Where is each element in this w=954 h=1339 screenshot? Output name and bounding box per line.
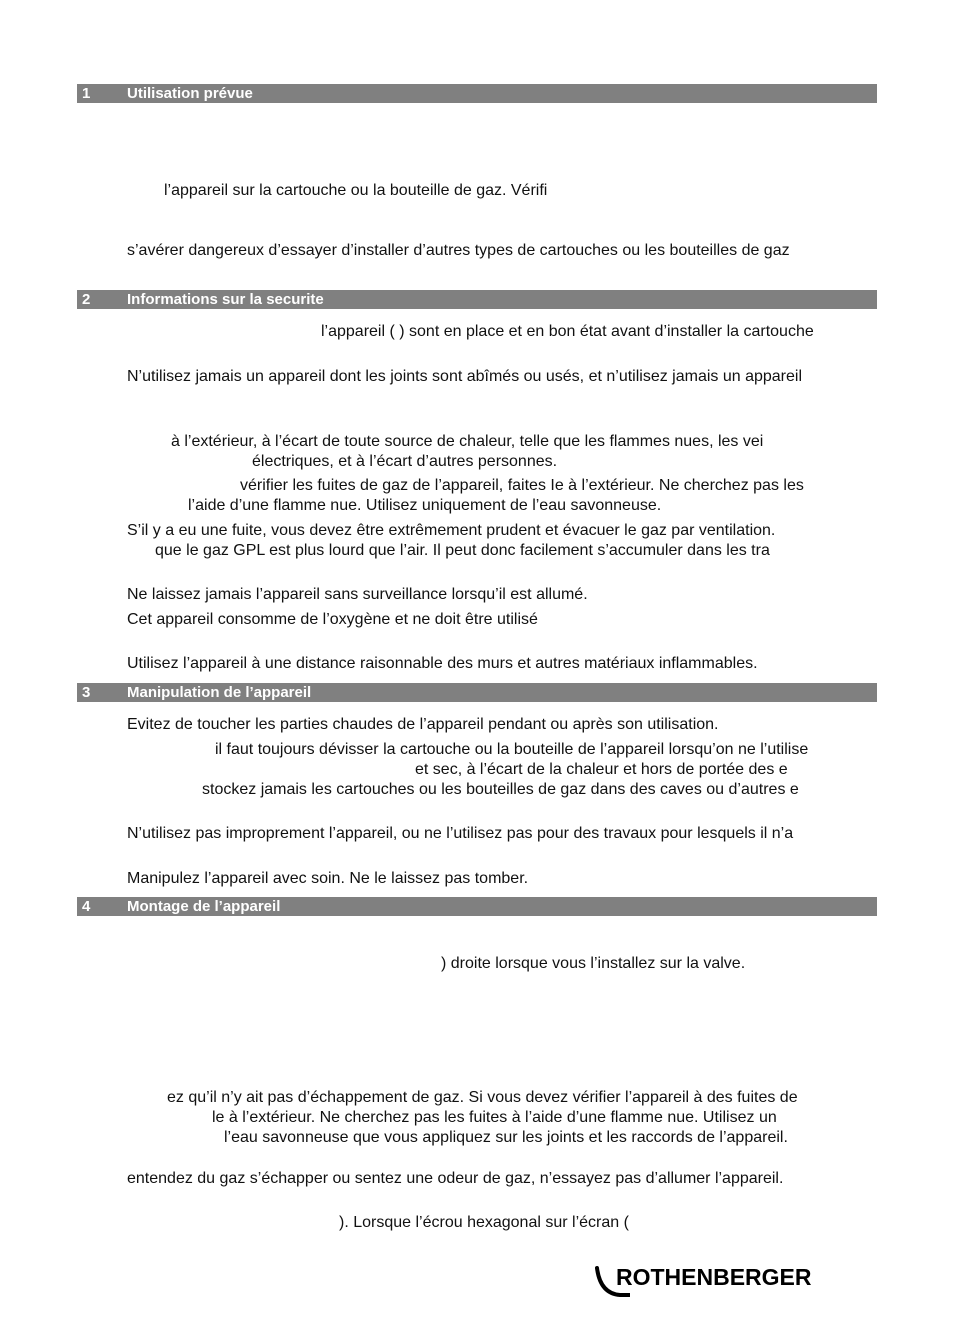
text-line: Manipulez l’appareil avec soin. Ne le laissez pas tomber. [127,870,529,887]
text-line: ) droite lorsque vous l’installez sur la valve. [441,955,746,972]
rothenberger-logo [594,1262,834,1302]
text-line: ). Lorsque l’écrou hexagonal sur l’écran ( [339,1214,629,1231]
text-line: ez qu’il n’y ait pas d’échappement de gaz. Si vous devez vérifier l’appareil à des fuites de [167,1089,798,1106]
logo-text: ROTHENBERGER [616,1264,812,1290]
text-line: et sec, à l’écart de la chaleur et hors de portée des e [415,761,788,778]
text-line: il faut toujours dévisser la cartouche ou la bouteille de l’appareil lorsqu’on ne l’utilise [215,741,809,758]
section-header-3 [77,683,877,702]
text-line: entendez du gaz s’échapper ou sentez une odeur de gaz, n’essayez pas d’allumer l’appareil. [127,1170,784,1187]
text-line: Ne laissez jamais l’appareil sans surveillance lorsqu’il est allumé. [127,586,588,603]
text-line: stockez jamais les cartouches ou les bouteilles de gaz dans des caves ou d’autres e [202,781,799,798]
text-line: l’eau savonneuse que vous appliquez sur les joints et les raccords de l’appareil. [224,1129,788,1146]
text-line: que le gaz GPL est plus lourd que l’air. Il peut donc facilement s’accumuler dans les tra [155,542,770,559]
section-number: 2 [82,291,91,308]
text-line: vérifier les fuites de gaz de l’appareil, faites Ie à l’extérieur. Ne cherchez pas les [240,477,804,494]
section-header-2 [77,290,877,309]
text-line: l’aide d’une flamme nue. Utilisez uniquement de l’eau savonneuse. [188,497,662,514]
section-header-4 [77,897,877,916]
section-number: 1 [82,85,91,102]
text-line: électriques, et à l’écart d’autres personnes. [252,453,558,470]
section-title: Informations sur la securite [127,291,324,308]
text-line: le à l’extérieur. Ne cherchez pas les fuites à l’aide d’une flamme nue. Utilisez un [212,1109,777,1126]
text-line: N’utilisez pas improprement l’appareil, ou ne l’utilisez pas pour des travaux pour lesquels il n’a [127,825,794,842]
text-line: l’appareil ( ) sont en place et en bon état avant d’installer la cartouche [321,323,814,340]
text-line: s’avérer dangereux d’essayer d’installer d’autres types de cartouches ou les bouteilles de gaz [127,242,790,259]
section-number: 4 [82,898,91,915]
section-title: Utilisation prévue [127,85,253,102]
text-line: Utilisez l’appareil à une distance raisonnable des murs et autres matériaux inflammables. [127,655,758,672]
section-title: Montage de l’appareil [127,898,281,915]
text-line: l’appareil sur la cartouche ou la bouteille de gaz. Vérifi [164,182,548,199]
section-title: Manipulation de l’appareil [127,684,312,701]
section-header-1 [77,84,877,103]
text-line: Cet appareil consomme de l’oxygène et ne doit être utilisé [127,611,538,628]
text-line: à l’extérieur, à l’écart de toute source de chaleur, telle que les flammes nues, les vei [171,433,764,450]
text-line: N’utilisez jamais un appareil dont les joints sont abîmés ou usés, et n’utilisez jamais un appareil [127,368,803,385]
text-line: S’il y a eu une fuite, vous devez être extrêmement prudent et évacuer le gaz par ventilation. [127,522,776,539]
section-number: 3 [82,684,91,701]
text-line: Evitez de toucher les parties chaudes de l’appareil pendant ou après son utilisation. [127,716,719,733]
